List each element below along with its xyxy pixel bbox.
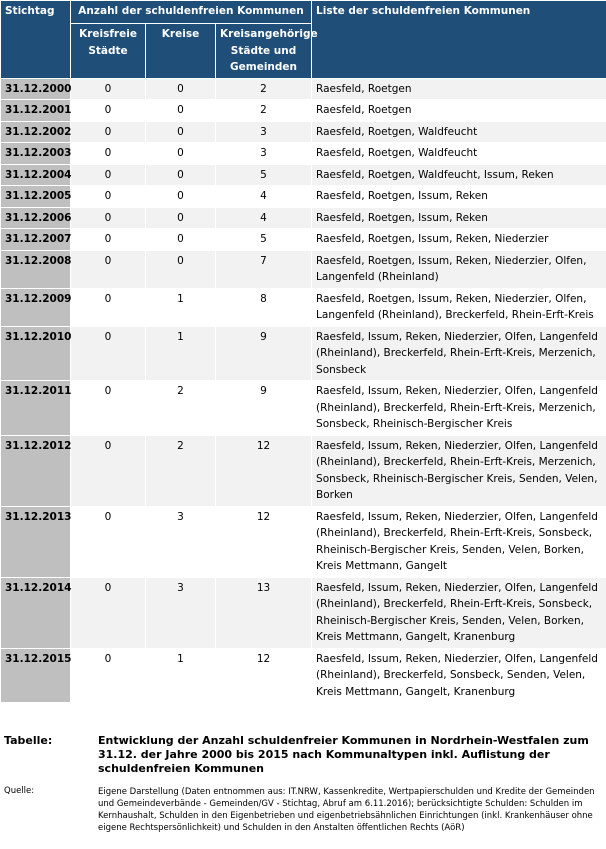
- row-kommunen-list: Raesfeld, Roetgen, Issum, Reken: [312, 207, 606, 229]
- row-kreise-count: 0: [146, 207, 216, 229]
- table-row: [1, 100, 606, 122]
- row-kreisangehoerige-count: 4: [216, 207, 312, 229]
- row-date: 31.12.2001: [1, 100, 71, 122]
- row-kreise-count: 0: [146, 229, 216, 251]
- row-date: 31.12.2013: [1, 506, 71, 577]
- row-kreise-count: 0: [146, 250, 216, 288]
- row-kommunen-list: Raesfeld, Roetgen, Waldfeucht: [312, 143, 606, 165]
- row-kreisangehoerige-count: 5: [216, 229, 312, 251]
- header-row-top: [1, 1, 606, 24]
- row-kreisangehoerige-count: 3: [216, 121, 312, 143]
- table-row: [1, 435, 606, 506]
- row-date: 31.12.2010: [1, 326, 71, 381]
- row-kommunen-list: Raesfeld, Roetgen, Issum, Reken, Niederzier, Olfen, Langenfeld (Rheinland): [312, 250, 606, 288]
- row-kommunen-list: Raesfeld, Roetgen, Issum, Reken: [312, 186, 606, 208]
- row-kommunen-list: Raesfeld, Roetgen: [312, 100, 606, 122]
- row-kreisangehoerige-count: 7: [216, 250, 312, 288]
- row-kommunen-list: Raesfeld, Roetgen, Waldfeucht: [312, 121, 606, 143]
- row-kreisfreie-count: 0: [71, 100, 146, 122]
- row-kreisangehoerige-count: 2: [216, 78, 312, 100]
- table-row: [1, 381, 606, 436]
- row-kreise-count: 0: [146, 78, 216, 100]
- row-kreisangehoerige-count: 8: [216, 288, 312, 326]
- row-kreisangehoerige-count: 12: [216, 435, 312, 506]
- row-kreise-count: 0: [146, 186, 216, 208]
- row-kreisangehoerige-count: 9: [216, 326, 312, 381]
- table-row: [1, 250, 606, 288]
- caption-text: Entwicklung der Anzahl schuldenfreier Kommunen in Nordrhein-Westfalen zum 31.12. der Jahre 2000 bis 2015 nach Kommunaltypen inkl. Auflistung der schuldenfreien Kommunen: [98, 734, 589, 775]
- row-kommunen-list: Raesfeld, Issum, Reken, Niederzier, Olfen, Langenfeld (Rheinland), Breckerfeld, Rhein-Erft-Kreis, Merzenich, Sonsbeck, Rheinisch-Bergischer Kreis: [312, 381, 606, 436]
- row-date: 31.12.2014: [1, 577, 71, 648]
- source-label: Quelle:: [4, 786, 35, 796]
- row-kreisfreie-count: 0: [71, 381, 146, 436]
- row-kreisangehoerige-count: 3: [216, 143, 312, 165]
- row-kreisangehoerige-count: 4: [216, 186, 312, 208]
- row-date: 31.12.2009: [1, 288, 71, 326]
- row-kreise-count: 3: [146, 577, 216, 648]
- row-kreisangehoerige-count: 9: [216, 381, 312, 436]
- row-date: 31.12.2002: [1, 121, 71, 143]
- row-kreise-count: 2: [146, 435, 216, 506]
- row-kommunen-list: Raesfeld, Roetgen: [312, 78, 606, 100]
- table-caption: [0, 734, 606, 776]
- row-kreisfreie-count: 0: [71, 288, 146, 326]
- caption-label: Tabelle:: [4, 734, 53, 747]
- row-kreisfreie-count: 0: [71, 121, 146, 143]
- table-row: [1, 648, 606, 703]
- row-kreise-count: 1: [146, 288, 216, 326]
- row-kreise-count: 1: [146, 326, 216, 381]
- row-kreisfreie-count: 0: [71, 164, 146, 186]
- row-kreisangehoerige-count: 5: [216, 164, 312, 186]
- header-liste: Liste der schuldenfreien Kommunen: [312, 1, 606, 79]
- row-kreisfreie-count: 0: [71, 435, 146, 506]
- row-date: 31.12.2006: [1, 207, 71, 229]
- row-date: 31.12.2004: [1, 164, 71, 186]
- row-kreise-count: 0: [146, 100, 216, 122]
- row-date: 31.12.2015: [1, 648, 71, 703]
- table-row: [1, 78, 606, 100]
- row-kreisangehoerige-count: 13: [216, 577, 312, 648]
- row-date: 31.12.2003: [1, 143, 71, 165]
- header-anzahl: Anzahl der schuldenfreien Kommunen: [71, 1, 312, 24]
- row-kreise-count: 3: [146, 506, 216, 577]
- row-kreisangehoerige-count: 12: [216, 648, 312, 703]
- source-note: [0, 786, 606, 834]
- table-row: [1, 506, 606, 577]
- row-kreise-count: 2: [146, 381, 216, 436]
- row-kreisfreie-count: 0: [71, 186, 146, 208]
- row-kreisfreie-count: 0: [71, 326, 146, 381]
- row-kreisfreie-count: 0: [71, 143, 146, 165]
- row-kreisfreie-count: 0: [71, 506, 146, 577]
- row-kreise-count: 1: [146, 648, 216, 703]
- row-kommunen-list: Raesfeld, Issum, Reken, Niederzier, Olfen, Langenfeld (Rheinland), Breckerfeld, Sonsbeck, Senden, Velen, Kreis Mettmann, Gangelt, Kranenburg: [312, 648, 606, 703]
- row-kommunen-list: Raesfeld, Roetgen, Issum, Reken, Niederzier, Olfen, Langenfeld (Rheinland), Breckerfeld, Rhein-Erft-Kreis: [312, 288, 606, 326]
- row-kreisfreie-count: 0: [71, 250, 146, 288]
- row-date: 31.12.2011: [1, 381, 71, 436]
- row-date: 31.12.2005: [1, 186, 71, 208]
- table-row: [1, 229, 606, 251]
- row-kreise-count: 0: [146, 164, 216, 186]
- row-date: 31.12.2000: [1, 78, 71, 100]
- row-date: 31.12.2007: [1, 229, 71, 251]
- row-kommunen-list: Raesfeld, Roetgen, Waldfeucht, Issum, Reken: [312, 164, 606, 186]
- source-text: Eigene Darstellung (Daten entnommen aus: IT.NRW, Kassenkredite, Wertpapierschulden und Kredite der Gemeinden und Gemeindeverbände - Gemeinden/GV - Stichtag, Abruf am 6.11.2016); berücksichtigte Schulden: Schulden im Kernhaushalt, Schulden in den Eigenbetrieben und eigenbetriebsähnlichen Einrichtungen (inkl. Krankenhäuser ohne eigene Rechtspersönlichkeit) und Schulden in den Anstalten öffentlichen Rechts (AöR): [98, 787, 595, 833]
- row-date: 31.12.2012: [1, 435, 71, 506]
- row-kreisfreie-count: 0: [71, 577, 146, 648]
- table-row: [1, 326, 606, 381]
- table-row: [1, 288, 606, 326]
- row-kreise-count: 0: [146, 121, 216, 143]
- table-body: [1, 78, 606, 703]
- row-kreisfreie-count: 0: [71, 207, 146, 229]
- row-kommunen-list: Raesfeld, Issum, Reken, Niederzier, Olfen, Langenfeld (Rheinland), Breckerfeld, Rhein-Erft-Kreis, Merzenich, Sonsbeck, Rheinisch-Bergischer Kreis, Senden, Velen, Borken: [312, 435, 606, 506]
- row-kommunen-list: Raesfeld, Roetgen, Issum, Reken, Niederzier: [312, 229, 606, 251]
- table-row: [1, 207, 606, 229]
- row-kreisangehoerige-count: 2: [216, 100, 312, 122]
- header-kreise: Kreise: [146, 24, 216, 79]
- header-kreisangehoerige: Kreisangehörige Städte und Gemeinden: [216, 24, 312, 79]
- row-kreise-count: 0: [146, 143, 216, 165]
- header-kreisfreie: Kreisfreie Städte: [71, 24, 146, 79]
- table-row: [1, 121, 606, 143]
- row-kommunen-list: Raesfeld, Issum, Reken, Niederzier, Olfen, Langenfeld (Rheinland), Breckerfeld, Rhein-Erft-Kreis, Merzenich, Sonsbeck: [312, 326, 606, 381]
- row-kommunen-list: Raesfeld, Issum, Reken, Niederzier, Olfen, Langenfeld (Rheinland), Breckerfeld, Rhein-Erft-Kreis, Sonsbeck, Rheinisch-Bergischer Kreis, Senden, Velen, Borken, Kreis Mettmann, Gangelt, Kranenburg: [312, 577, 606, 648]
- row-kreisfreie-count: 0: [71, 78, 146, 100]
- table-row: [1, 143, 606, 165]
- table-row: [1, 577, 606, 648]
- header-stichtag: Stichtag: [1, 1, 71, 79]
- row-kommunen-list: Raesfeld, Issum, Reken, Niederzier, Olfen, Langenfeld (Rheinland), Breckerfeld, Rhein-Erft-Kreis, Sonsbeck, Rheinisch-Bergischer Kreis, Senden, Velen, Borken, Kreis Mettmann, Gangelt: [312, 506, 606, 577]
- row-kreisfreie-count: 0: [71, 229, 146, 251]
- row-date: 31.12.2008: [1, 250, 71, 288]
- table-row: [1, 164, 606, 186]
- row-kreisangehoerige-count: 12: [216, 506, 312, 577]
- table-row: [1, 186, 606, 208]
- row-kreisfreie-count: 0: [71, 648, 146, 703]
